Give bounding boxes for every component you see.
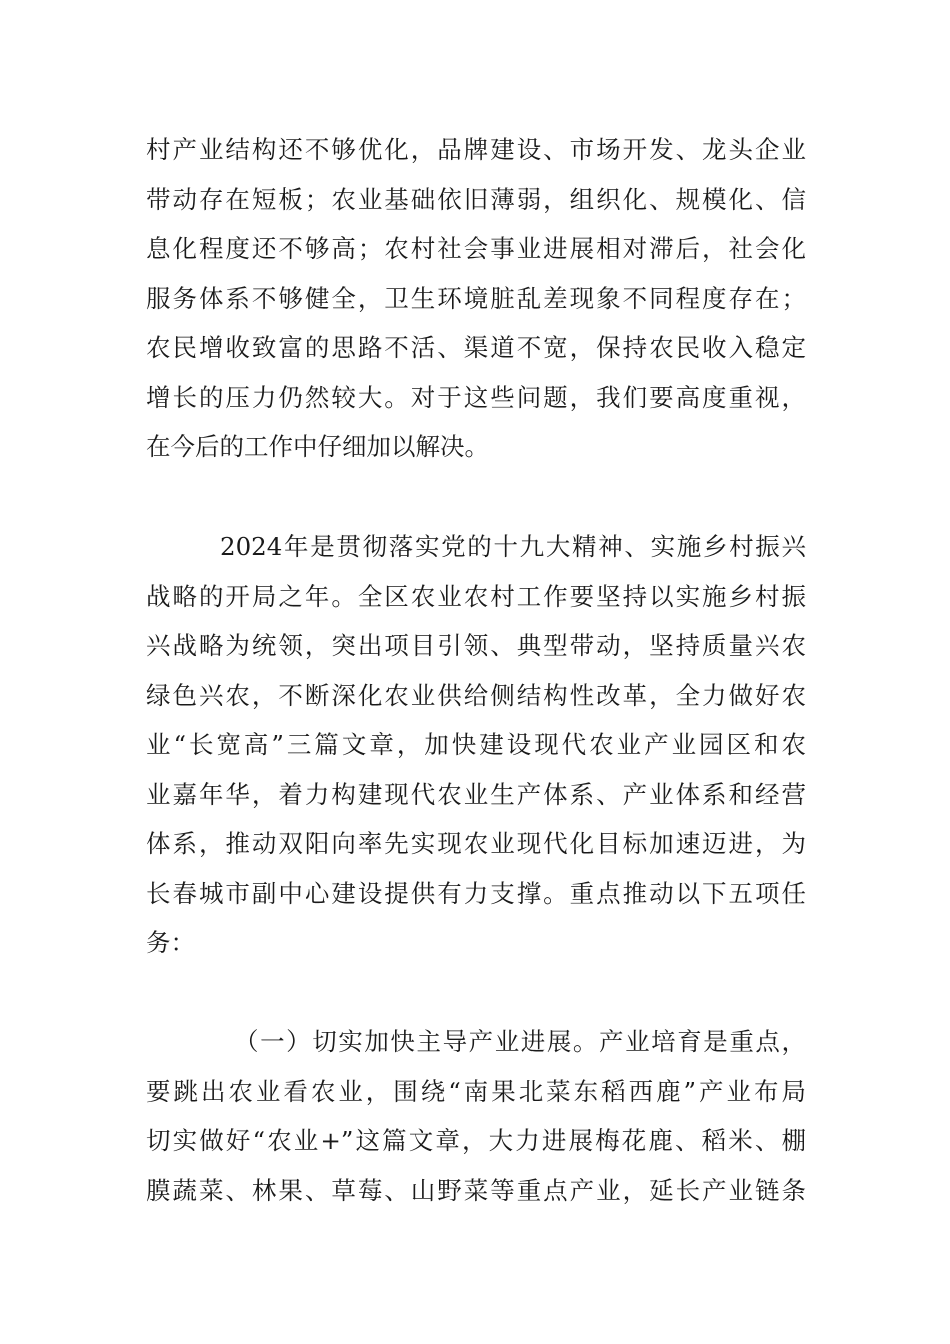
text-line: 息化程度还不够高；农村社会事业进展相对滞后，社会化 [146,234,806,263]
text-line: 要跳出农业看农业，围绕“南果北菜东稻西鹿”产业布局 [146,1076,806,1106]
paragraph-problems [146,125,806,472]
text-line: 膜蔬菜、林果、草莓、山野菜等重点产业，延长产业链条 [146,1175,806,1205]
text-line: 务： [146,928,195,957]
text-line: 服务体系不够健全，卫生环境脏乱差现象不同程度存在； [146,283,806,313]
text-line: 长春城市副中心建设提供有力支撑。重点推动以下五项任 [146,878,806,908]
text-line: 体系，推动双阳向率先实现农业现代化目标加速迈进，为 [146,829,806,858]
text-line: 农民增收致富的思路不活、渠道不宽，保持农民收入稳定 [146,333,806,362]
text-line: 兴战略为统领，突出项目引领、典型带动，坚持质量兴农 [146,631,806,660]
text-line: 村产业结构还不够优化，品牌建设、市场开发、龙头企业 [146,135,806,164]
text-line: 业“长宽高”三篇文章，加快建设现代农业产业园区和农 [146,730,806,759]
text-line: 在今后的工作中仔细加以解决。 [146,432,489,461]
text-line: 带动存在短板；农业基础依旧薄弱，组织化、规模化、信 [146,184,806,214]
text-line: 增长的压力仍然较大。对于这些问题，我们要高度重视， [146,382,806,412]
paragraph-2024-goals [146,522,806,968]
text-line: 业嘉年华，着力构建现代农业生产体系、产业体系和经营 [146,779,806,809]
text-line: 切实做好“农业+”这篇文章，大力进展梅花鹿、稻米、棚 [146,1126,806,1155]
text-line: 战略的开局之年。全区农业农村工作要坚持以实施乡村振 [146,581,806,611]
text-line: （一）切实加快主导产业进展。产业培育是重点， [234,1027,806,1056]
paragraph-task-one [146,1017,806,1215]
text-line: 绿色兴农，不断深化农业供给侧结构性改革，全力做好农 [146,680,806,710]
text-line: 2024年是贯彻落实党的十九大精神、实施乡村振兴 [220,532,806,561]
